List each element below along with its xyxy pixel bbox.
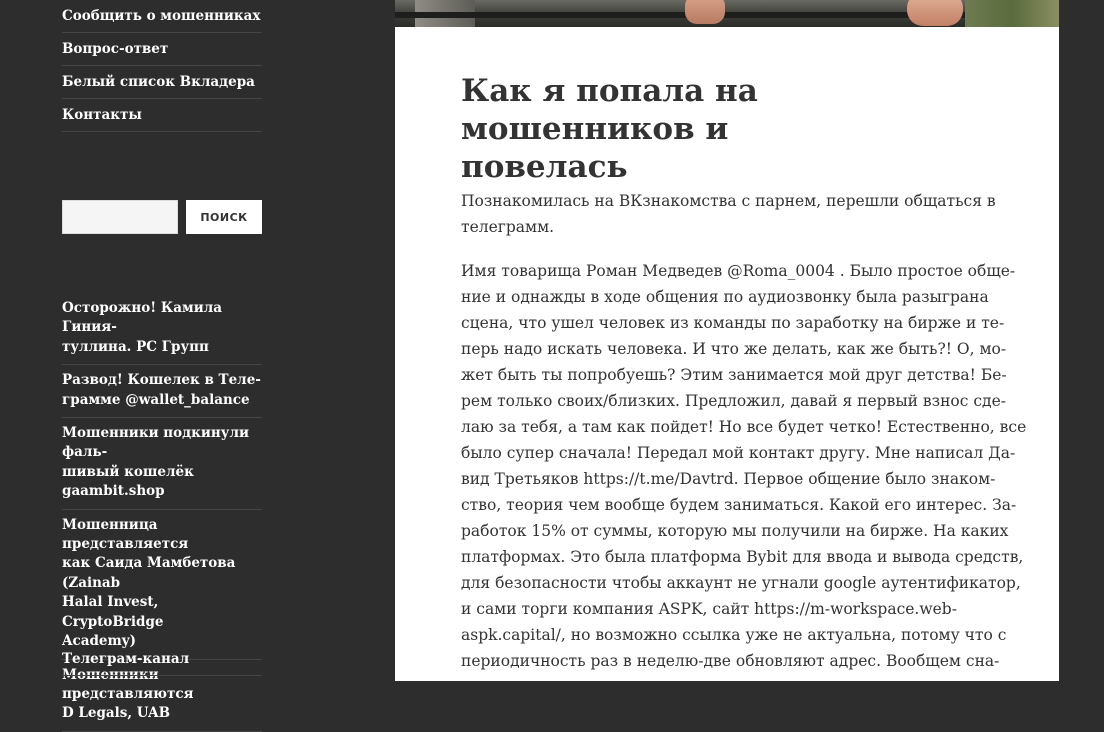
recent-post-link[interactable]	[62, 299, 262, 365]
article-line: жет быть ты попробуешь? Этим занимается мой друг детства! Бе-	[461, 366, 1007, 384]
recent-post-line: Развод! Кошелек в Теле-	[62, 372, 261, 389]
menu-item-faq[interactable]: Вопрос-ответ	[62, 33, 262, 66]
article-line: Имя товарища Роман Медведев @Roma_0004 . Было простое обще-	[461, 262, 1016, 280]
sidebar-menu	[62, 0, 262, 132]
article-line: сцена, что ушел человек из команды по заработку на бирже и те-	[461, 314, 1005, 332]
article-line: платформах. Это была платформа Bybit для ввода и вывода средств,	[461, 548, 1024, 566]
featured-image	[395, 0, 1059, 27]
article-paragraph	[461, 258, 1027, 674]
recent-post-line: шивый кошелёк gaambit.shop	[62, 463, 194, 500]
article-line: перь надо искать человека. И что же делать, как же быть?! О, мо-	[461, 340, 1007, 358]
recent-post-line: как Саида Мамбетова (Zainab	[62, 555, 236, 591]
recent-post-link[interactable]	[62, 510, 262, 660]
article-line: aspk.capital/, но возможно ссылка уже не актуальна, потому что с	[461, 626, 1007, 644]
recent-post-line: грамме @wallet_balance	[62, 391, 250, 408]
article-line: для безопасности чтобы аккаунт не угнали google аутентификатор,	[461, 574, 1021, 592]
recent-post-line: Мошенники представляются	[62, 666, 194, 702]
article-title-line: повелась	[461, 149, 628, 185]
article-line: и сами торги компания ASPK, сайт https://m-workspace.web-	[461, 600, 957, 618]
right-gutter	[1059, 0, 1104, 681]
article-line: вид Третьяков https://t.me/Davtrd. Первое общение было знаком-	[461, 470, 996, 488]
sidebar	[0, 0, 395, 722]
telegram-channel-heading: Телеграм-канал	[62, 650, 262, 676]
recent-post-link[interactable]	[62, 365, 262, 418]
recent-post-line: туллина. РС Групп	[62, 338, 209, 355]
recent-post-line: Мошенники подкинули фаль-	[62, 425, 249, 461]
menu-item-report-fraud[interactable]: Сообщить о мошенниках	[62, 0, 262, 33]
article-line: телеграмм.	[461, 218, 555, 236]
article-body	[461, 188, 1027, 692]
article-area	[395, 0, 1059, 681]
article-line: рем только своих/близких. Предложил, давай я первый взнос сде-	[461, 392, 1006, 410]
search-form	[62, 200, 262, 234]
article-line: периодичность раз в неделю-две обновляют адрес. Вообщем сна-	[461, 652, 1000, 670]
article-paragraph	[461, 188, 996, 240]
article-title-line: Как я попала на мошенников и	[461, 73, 758, 147]
recent-post-line: D Legals, UAB	[62, 705, 171, 722]
recent-post-line: Мошенница представляется	[62, 516, 189, 553]
article-line: ство, теория чем вообще будем заниматься. Какой его интерес. За-	[461, 496, 1017, 514]
article-line: было супер сначала! Передал мой контакт другу. Мне написал Да-	[461, 444, 1016, 462]
article-line: работок 15% от суммы, которую мы получили на бирже. На каких	[461, 522, 1009, 540]
recent-post-link[interactable]	[62, 418, 262, 510]
recent-post-line: Halal Invest, CryptoBridge	[62, 594, 164, 630]
menu-item-contacts[interactable]: Контакты	[62, 99, 262, 132]
recent-post-line: Осторожно! Камила Гиния-	[62, 300, 222, 336]
article-line: Познакомилась на ВКзнакомства с парнем, перешли общаться в	[461, 192, 996, 210]
recent-post-line: Academy)	[62, 633, 136, 650]
menu-item-whitelist[interactable]: Белый список Вкладера	[62, 66, 262, 99]
article-line: лаю за тебя, а там как пойдет! Но все будет четко! Естественно, все	[461, 418, 1027, 436]
article-title	[461, 72, 1001, 186]
search-input[interactable]	[62, 200, 178, 234]
search-button[interactable]: ПОИСК	[186, 200, 262, 234]
article-line: ние и однажды в ходе общения по аудиозвонку была разыграна	[461, 288, 989, 306]
